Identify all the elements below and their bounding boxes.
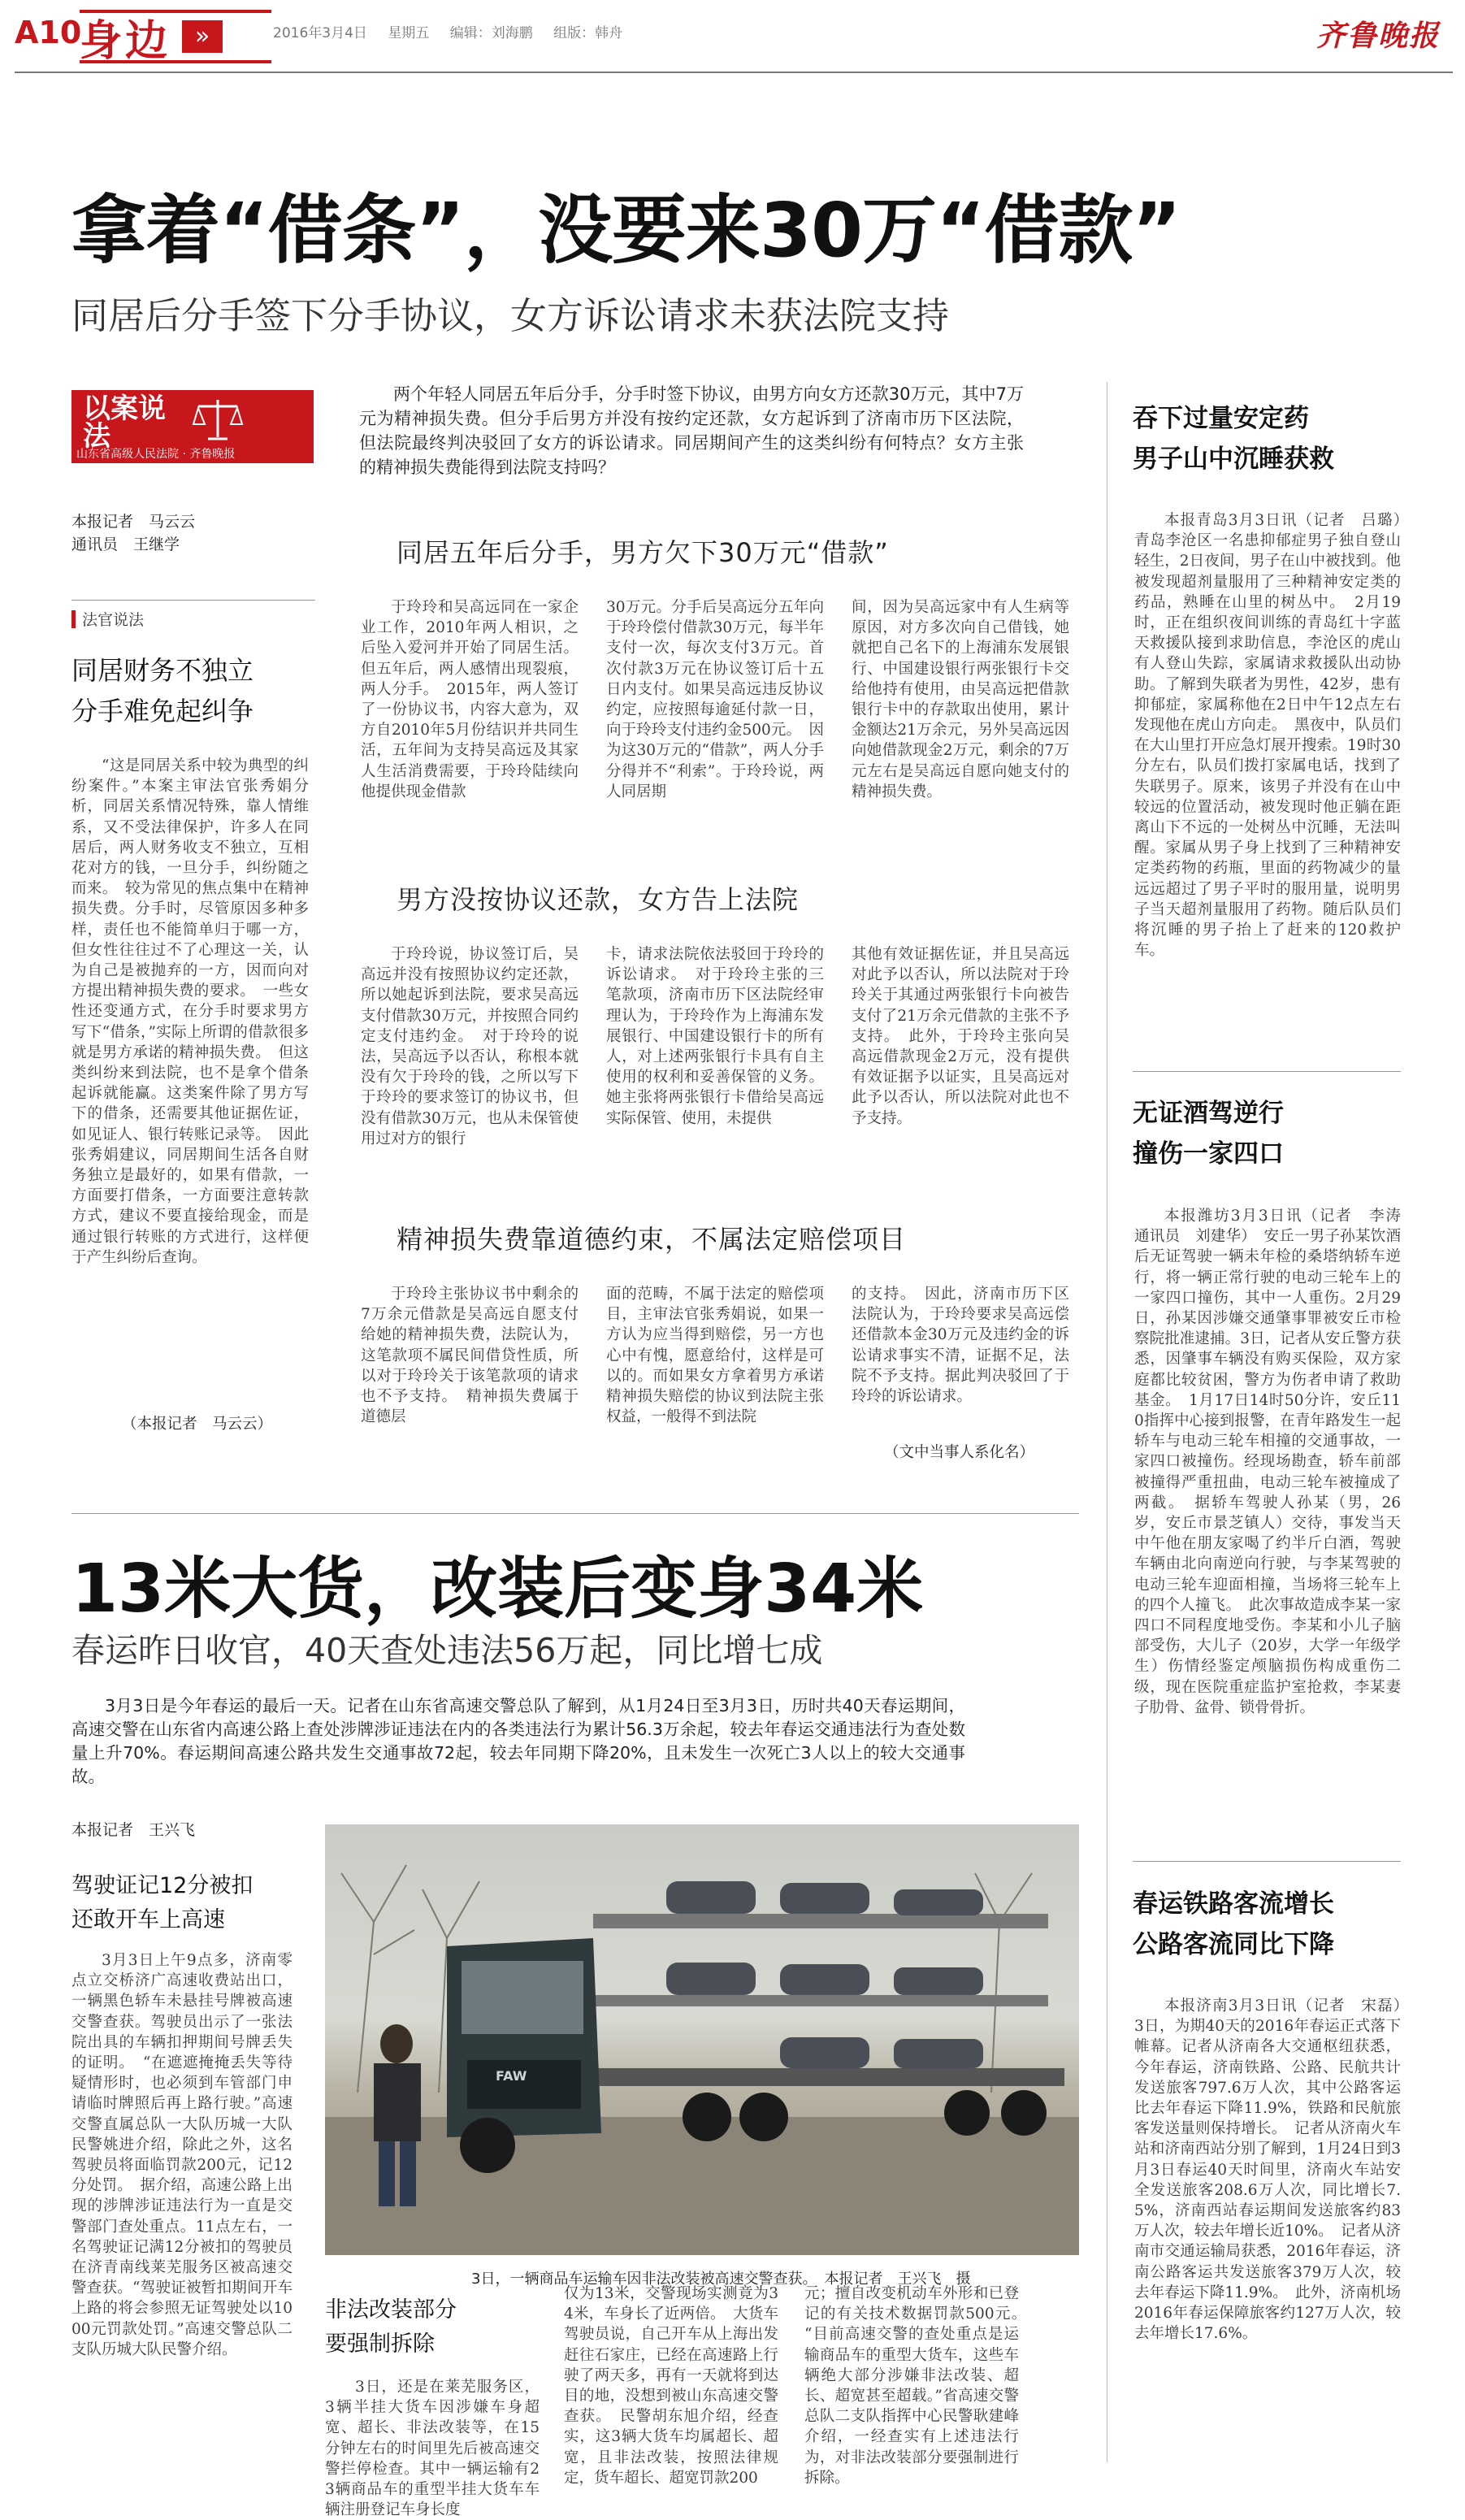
truck-photo-scene xyxy=(325,1824,1079,2255)
section3-col1: 于玲玲主张协议书中剩余的7万余元借款是吴高远自愿支付给她的精神损失费，法院认为，这笔款项不属民间借贷性质，所以对于玲玲关于该笔款项的请求也不予支持。 精神损失费属于道德层 xyxy=(361,1286,579,1426)
section1-col3: 间，因为吴高远家中有人生病等原因，对方多次向自己借钱，她就把自己名下的上海浦东发展银行、中国建设银行两张银行卡交给他持有使用，由吴高远把借款银行卡中的存款取出使用，累计金额达21万余元，另外吴高远因向她借款现金2万元，剩余的7万元左右是吴高远自愿向她支付的精神损失费。 xyxy=(852,599,1069,800)
court-sidebar-byline: （本报记者 马云云） xyxy=(122,1416,273,1433)
section2-heading: 男方没按协议还款，女方告上法院 xyxy=(397,884,800,915)
logo-caption: 山东省高级人民法院 · 齐鲁晚报 xyxy=(76,448,236,461)
article2-subtitle: 春运昨日收官，40天查处违法56万起，同比增七成 xyxy=(72,1631,823,1670)
header-editor: 编辑：刘海鹏 xyxy=(449,25,533,41)
article1-subtitle: 同居后分手签下分手协议，女方诉讼请求未获法院支持 xyxy=(72,294,950,337)
section1-col2: 30万元。分手后吴高远分五年向于玲玲偿付借款30万元，每半年支付一次，每次支付3万元。首次付款3万元在协议签订后十五日内支付。如果吴高远违反协议约定，应按照每逾延付款一日，向于玲玲支付违约金500元。 因为这30万元的“借款”，两人分手分得并不“利索”。于玲玲说，两人同居期 xyxy=(606,599,824,800)
court-sidebar-title: 同居财务不独立 分手难免起纠争 xyxy=(72,655,254,727)
section3-col3: 的支持。 因此，济南市历下区法院认为，于玲玲要求吴高远偿还借款本金30万元及违约金的诉讼请求事实不清，证据不足，法院不予支持。据此判决驳回了于玲玲的诉讼请求。 xyxy=(852,1286,1069,1406)
section2-col3: 其他有效证据佐证，并且吴高远对此予以否认，所以法院对于玲玲关于其通过两张银行卡向被告支付了21万余元借款的主张不予支持。 此外，于玲玲主张向吴高远借款现金2万元，没有提供有效证据予以证实，且吴高远对此予以否认，所以法院对此也不予支持。 xyxy=(852,946,1069,1127)
article1-lead: 两个年轻人同居五年后分手，分手时签下协议，由男方向女方还款30万元，其中7万元为精神损失费。但分手后男方并没有按约定还款，女方起诉到了济南市历下区法院，但法院最终判决驳回了女方的诉讼请求。同居期间产生的这类纠纷有何特点？女方主张的精神损失费能得到法院支持吗？ xyxy=(359,384,1024,477)
right2-top-rule xyxy=(1133,1071,1401,1072)
reporter: 本报记者 马云云 xyxy=(72,513,196,531)
court-sidebar-text: “这是同居关系中较为典型的纠纷案件。”本案主审法官张秀娟分析，同居关系情况特殊，靠人情维系，又不受法律保护，许多人在同居后，两人财务收支不独立，互相花对方的钱，一旦分手，纠纷随之而来。 较为常见的焦点集中在精神损失费。分手时，尽管原因多种多样，责任也不能简单归于哪一方，但女性往往过不了心理这一关，认为自己是被抛弃的一方，因而向对方提出精神损失费的要求。 一些女性还变通方式，在分手时要求男方写下“借条，”实际上所谓的借款很多就是男方承诺的精神损失费。 但这类纠纷来到法院，也不是拿个借条起诉就能赢。这类案件除了男方写下的借条，还需要其他证据佐证，如见证人、银行转账记录等。 因此张秀娟建议，同居期间生活各自财务独立是最好的，如果有借款，一方面要打借条，一方面要注意转款方式，建议不要直接给现金，而是通过银行转账的方式进行，这样便于产生纠纷后查询。 xyxy=(72,757,309,1266)
article1-title: 拿着“借条”，没要来30万“借款” xyxy=(72,187,1181,274)
header-weekday: 星期五 xyxy=(388,25,430,41)
case-law-logo xyxy=(72,390,314,463)
right2-title: 无证酒驾逆行 撞伤一家四口 xyxy=(1133,1099,1284,1169)
court-sidebar-label: 法官说法 xyxy=(72,608,144,630)
logo-text: 以案说法 xyxy=(83,393,166,453)
section2-col2: 卡，请求法院依法驳回于玲玲的诉讼请求。 对于玲玲主张的三笔款项，济南市历下区法院经审理认为，于玲玲作为上海浦东发展银行、中国建设银行卡的所有人，对上述两张银行卡具有自主使用的权利和妥善保管的义务。她主张将两张银行卡借给吴高远实际保管、使用，未提供 xyxy=(606,946,824,1127)
masthead-logo: 齐鲁晚报 xyxy=(1316,19,1441,53)
header-meta xyxy=(273,21,622,41)
article1-byline xyxy=(72,510,315,556)
right3-top-rule xyxy=(1133,1861,1401,1862)
truck-photo xyxy=(325,1824,1079,2255)
section1-heading: 同居五年后分手，男方欠下30万元“借款” xyxy=(397,537,889,568)
article2-top-rule xyxy=(72,1513,1079,1514)
sub1-title: 驾驶证记12分被扣 还敢开车上高速 xyxy=(72,1873,254,1932)
section3-col2: 面的范畴，不属于法定的赔偿项目，主审法官张秀娟说，如果一方认为应当得到赔偿，另一方也心中有愧，愿意给付，这样是可以的。而如果女方拿着男方承诺精神损失赔偿的协议到法院主张权益，一般得不到法院 xyxy=(606,1286,824,1426)
scale-icon xyxy=(193,397,242,442)
correspondent: 通讯员 王继学 xyxy=(72,536,180,553)
right3-text: 本报济南3月3日讯（记者 宋磊） 3日，为期40天的2016年春运正式落下帷幕。记者从济南各大交通枢纽获悉，今年春运，济南铁路、公路、民航共计发送旅客797.6万人次，其中公路客运比去年春运下降11.9%，铁路和民航旅客发送量则保持增长。 记者从济南火车站和济南西站分别了解到，1月24日到3月3日春运40天时间里，济南火车站安全发送旅客208.6万人次，同比增长7.5%，济南西站春运期间发送旅客约83万人次，较去年增长近10%。 记者从济南市交通运输局获悉，2016年春运，济南公路客运共发送旅客379万人次，较去年春运下降11.9%。 此外，济南机场2016年春运保障旅客约127万人次，较去年增长17.6%。 xyxy=(1134,1997,1416,2343)
right1-text: 本报青岛3月3日讯（记者 吕璐） 青岛李沧区一名患抑郁症男子独自登山轻生，2日夜间，男子在山中被找到。他被发现超剂量服用了三种精神安定类的药品，熟睡在山里的树丛中。 2月19时，正在组织夜间训练的青岛红十字蓝天救援队接到求助信息，李沧区的虎山有人登山失踪，家属请求救援队出动协助。了解到失联者为男性，42岁，患有抑郁症，家属称他在2日中午12点左右发现他在虎山方向走。 黑夜中，队员们在大山里打开应急灯展开搜索。19时30分左右，队员们拨打家属电话，找到了失联男子。原来，该男子并没有在山中较远的位置活动，被发现时他正躺在距离山下不远的一处树丛中沉睡，无法叫醒。家属从男子身上找到了三种精神安定类药物的药瓶，里面的药物减少的量远远超过了男子平时的服用量，说明男子当天超剂量服用了药物。随后队员们将沉睡的男子抬上了赶来的120救护车。 xyxy=(1134,512,1416,960)
article2-byline: 本报记者 王兴飞 xyxy=(72,1821,196,1839)
section2-col1: 于玲玲说，协议签订后，吴高远并没有按照协议约定还款，所以她起诉到法院，要求吴高远支付借款30万元，并按照合同约定支付违约金。 对于玲玲的说法，吴高远予以否认，称根本就没有欠于玲玲的钱，之所以写下于玲玲的要求签订的协议书，但没有借款30万元，也从未保管使用过对方的银行 xyxy=(361,946,579,1147)
chevron-right-icon: » xyxy=(182,20,223,53)
right2-text: 本报潍坊3月3日讯（记者 李涛 通讯员 刘建华） 安丘一男子孙某饮酒后无证驾驶一辆未年检的桑塔纳轿车逆行，将一辆正常行驶的电动三轮车上的一家四口撞伤，其中一人重伤。2月29日，孙某因涉嫌交通肇事罪被安丘市检察院批准逮捕。3日，记者从安丘警方获悉，因肇事车辆没有购买保险，双方家庭都比较贫困，警方为伤者申请了救助基金。 1月17日14时50分许，安丘110指挥中心接到报警，在青年路发生一起轿车与电动三轮车相撞的交通事故，一家四口被撞伤。经现场勘查，轿车前部被撞得严重扭曲，电动三轮车被撞成了两截。 据轿车驾驶人孙某（男，26岁，安丘市景芝镇人）交待，事发当天中午他在朋友家喝了约半斤白酒，驾驶车辆由北向南逆向行驶，与李某驾驶的电动三轮车迎面相撞，当场将三轮车上的四个人撞飞。 此次事故造成李某一家四口不同程度地受伤。李某和小儿子脑部受伤，大儿子（20岁，大学一年级学生）伤情经鉴定颅脑损伤构成重伤二级，现在医院重症监护室抢救，李某妻子肋骨、盆骨、锁骨骨折。 xyxy=(1134,1208,1416,1716)
sub2-col1: 3日，还是在莱芜服务区，3辆半挂大货车因涉嫌车身超宽、超长、非法改装等，在15分钟左右的时间里先后被高速交警拦停检查。其中一辆运输有23辆商品车的重型半挂大货车车辆注册登记车身长度 xyxy=(325,2379,540,2519)
page-number: A10 xyxy=(15,15,82,50)
right1-title: 吞下过量安定药 男子山中沉睡获救 xyxy=(1133,404,1334,474)
sub2-col2: 仅为13米，交警现场实测竟为34米，车身长了近两倍。 大货车驾驶员说，自己开车从上海出发赶往石家庄，已经在高速路上行驶了两天多，再有一天就将到达目的地，没想到被山东高速交警查获。 民警胡东旭介绍，经查实，这3辆大货车均属超长、超宽，且非法改装，按照法律规定，货车超长、超宽罚款200 xyxy=(564,2285,778,2487)
section3-note: （文中当事人系化名） xyxy=(884,1444,1035,1461)
section-name: 身边 xyxy=(80,16,171,66)
section3-heading: 精神损失费靠道德约束，不属法定赔偿项目 xyxy=(397,1224,907,1255)
truck-grille-text: FAW xyxy=(496,2068,527,2084)
article2-lead: 3月3日是今年春运的最后一天。记者在山东省高速交警总队了解到，从1月24日至3月3日，历时共40天春运期间，高速交警在山东省内高速公路上查处涉牌涉证违法在内的各类违法行为累计56.3万余起，较去年春运交通违法行为查处数量上升70%。春运期间高速公路共发生交通事故72起，较去年同期下降20%，且未发生一次死亡3人以上的较大交通事故。 xyxy=(72,1696,965,1786)
section1-col1: 于玲玲和吴高远同在一家企业工作，2010年两人相识，之后坠入爱河并开始了同居生活。但五年后，两人感情出现裂痕，两人分手。 2015年，两人签订了一份协议书，内容大意为，双方自2010年5月份结识并共同生活，五年间为支持吴高远及其家人生活消费需要，于玲玲陆续向他提供现金借款 xyxy=(361,599,579,800)
header-layout: 组版：韩舟 xyxy=(553,25,623,41)
label-bar xyxy=(72,610,76,628)
section-tag xyxy=(80,10,271,66)
court-sidebar-top-rule xyxy=(72,600,315,601)
header-date: 2016年3月4日 xyxy=(273,25,367,41)
right3-title: 春运铁路客流增长 公路客流同比下降 xyxy=(1133,1889,1334,1959)
sub2-col3: 元；擅自改变机动车外形和已登记的有关技术数据罚款500元。 “目前高速交警的查处重点是运输商品车的重型大货车，这些车辆绝大部分涉嫌非法改装、超长、超宽甚至超载。”省高速交警总队二支队指挥中心民警耿建峰介绍，一经查实有上述违法行为，对非法改装部分要强制进行拆除。 xyxy=(804,2285,1034,2487)
header-rule xyxy=(15,72,1453,73)
sub2-title: 非法改装部分 要强制拆除 xyxy=(325,2297,457,2357)
sub1-text: 3月3日上午9点多，济南零点立交桥济广高速收费站出口，一辆黑色轿车未悬挂号牌被高速交警查获。驾驶员出示了一张法院出具的车辆扣押期间号牌丢失的证明。 “在遮遮掩掩丢失等待疑情形时，也必须到车管部门申请临时牌照后再上路行驶。”高速交警直属总队一大队历城一大队民警姚进介绍，除此之外，这名驾驶员将面临罚款200元，记12分处罚。 据介绍，高速公路上出现的涉牌涉证违法行为一直是交警部门查处重点。11点左右，一名驾驶证记满12分被扣的驾驶员在济青南线莱芜服务区被高速交警查获。“驾驶证被暂扣期间开车上路的将会参照无证驾驶处以1000元罚款处罚。”高速交警总队二支队历城大队民警介绍。 xyxy=(72,1952,293,2358)
photo-caption: 3日，一辆商品车运输车因非法改装被高速交警查获。 本报记者 王兴飞 摄 xyxy=(471,2271,971,2288)
article2-title: 13米大货，改装后变身34米 xyxy=(72,1551,924,1628)
